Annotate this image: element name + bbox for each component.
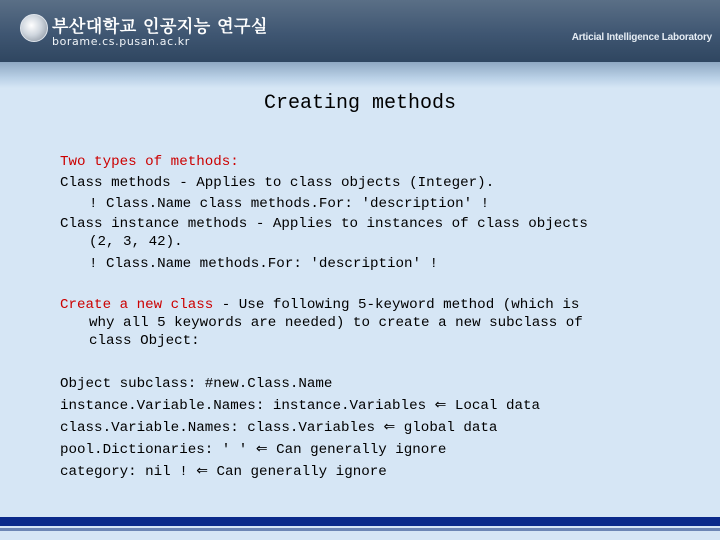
create-class-desc-2: why all 5 keywords are needed) to create a new subclass of <box>89 315 583 331</box>
create-class-label: Create a new class <box>60 297 214 313</box>
slide-content <box>60 152 700 483</box>
header-fade <box>0 62 720 88</box>
create-class-line <box>60 296 700 314</box>
left-arrow-icon: ⇐ <box>255 441 268 457</box>
spacer <box>60 275 700 296</box>
create-class-desc: - Use following 5-keyword method (which is <box>213 297 580 313</box>
left-arrow-icon: ⇐ <box>196 463 208 479</box>
code-note: Local data <box>446 398 541 414</box>
lab-name: Articial Intelligence Laboratory <box>571 32 712 43</box>
instance-methods-line-cont: (2, 3, 42). <box>89 234 183 250</box>
code-text: instance.Variable.Names: instance.Variables <box>60 398 435 414</box>
code-line-4 <box>60 439 700 461</box>
university-logo-icon <box>20 14 48 42</box>
instance-methods-line: Class instance methods - Applies to instances of class objects <box>60 216 588 232</box>
spacer <box>60 350 700 374</box>
footer-bar-thin <box>0 528 720 531</box>
code-line-5 <box>60 461 700 483</box>
university-name: 부산대학교 인공지능 연구실 <box>52 17 268 37</box>
code-line-1: Object subclass: #new.Class.Name <box>60 376 333 392</box>
methods-heading: Two types of methods: <box>60 154 239 170</box>
code-line-2 <box>60 395 700 417</box>
code-note: Can generally ignore <box>207 464 387 480</box>
code-text: class.Variable.Names: class.Variables <box>60 420 384 436</box>
left-arrow-icon: ⇐ <box>383 419 396 435</box>
create-class-desc-3: class Object: <box>89 333 200 349</box>
instance-methods-syntax: ! Class.Name methods.For: 'description' ! <box>89 256 439 272</box>
code-text: category: nil ! <box>60 464 197 480</box>
header-banner <box>0 0 720 62</box>
code-line-3 <box>60 417 700 439</box>
code-note: Can generally ignore <box>267 442 447 458</box>
slide-title: Creating methods <box>263 92 457 115</box>
footer-bar <box>0 517 720 526</box>
lab-url: borame.cs.pusan.ac.kr <box>52 35 190 48</box>
left-arrow-icon: ⇐ <box>434 397 447 413</box>
class-methods-line: Class methods - Applies to class objects (Integer). <box>60 175 495 191</box>
code-note: global data <box>395 420 498 436</box>
code-text: pool.Dictionaries: ' ' <box>60 442 256 458</box>
class-methods-syntax: ! Class.Name class methods.For: 'description' ! <box>89 196 490 212</box>
